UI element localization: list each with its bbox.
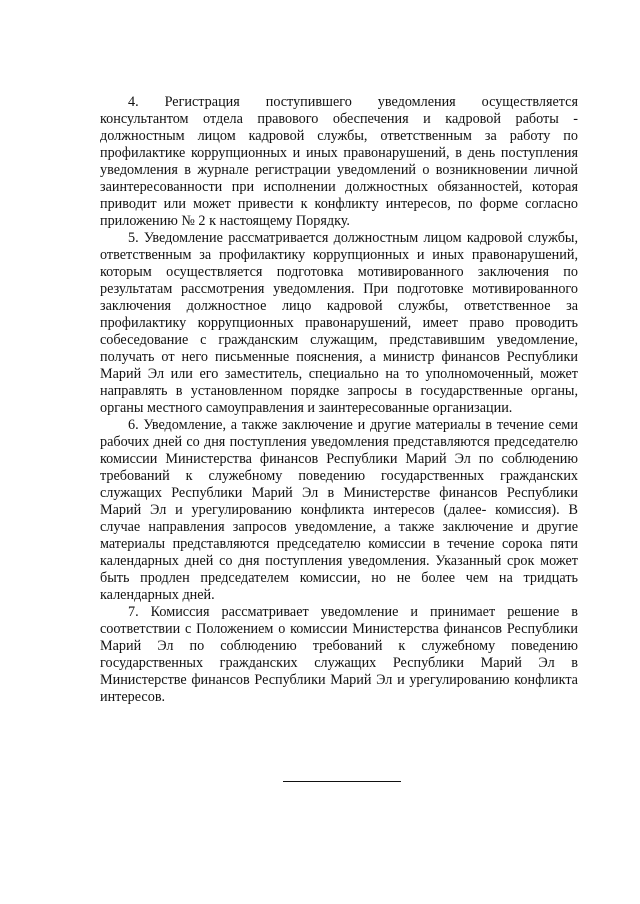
paragraph-7: 7. Комиссия рассматривает уведомление и принимает решение в соответствии с Положением о комиссии Министерства финансов Республики Марий Эл по соблюдению требований к служебному поведению государственных гражданских служащих Республики Марий Эл в Министерстве финансов Республики Марий Эл и урегулированию конфликта интересов.: [100, 604, 578, 705]
end-divider-line: [283, 781, 401, 782]
paragraph-4: 4. Регистрация поступившего уведомления осуществляется консультантом отдела правового обеспечения и кадровой работы - должностным лицом кадровой службы, ответственным за работу по профилактике коррупционных и иных правонарушений, в день поступления уведомления в журнале регистрации уведомлений о возникновении личной заинтересованности при исполнении должностных обязанностей, которая приводит или может привести к конфликту интересов, по форме согласно приложению № 2 к настоящему Порядку.: [100, 94, 578, 229]
paragraph-5: 5. Уведомление рассматривается должностным лицом кадровой службы, ответственным за профилактику коррупционных и иных правонарушений, которым осуществляется подготовка мотивированного заключения по результатам рассмотрения уведомления. При подготовке мотивированного заключения должностное лицо кадровой службы, ответственное за профилактику коррупционных правонарушений, имеет право проводить собеседование с гражданским служащим, представившим уведомление, получать от него письменные пояснения, а министр финансов Республики Марий Эл или его заместитель, специально на то уполномоченный, может направлять в установленном порядке запросы в государственные органы, органы местного самоуправления и заинтересованные организации.: [100, 230, 578, 416]
paragraph-6: 6. Уведомление, а также заключение и другие материалы в течение семи рабочих дней со дня поступления уведомления представляются председателю комиссии Министерства финансов Республики Марий Эл по соблюдению требований к служебному поведению государственных гражданских служащих Республики Марий Эл в Министерстве финансов Республики Марий Эл и урегулированию конфликта интересов (далее- комиссия). В случае направления запросов уведомление, а также заключение и другие материалы представляются председателю комиссии в течение сорока пяти календарных дней со дня поступления уведомления. Указанный срок может быть продлен председателем комиссии, но не более чем на тридцать календарных дней.: [100, 417, 578, 603]
document-body: [100, 94, 578, 706]
